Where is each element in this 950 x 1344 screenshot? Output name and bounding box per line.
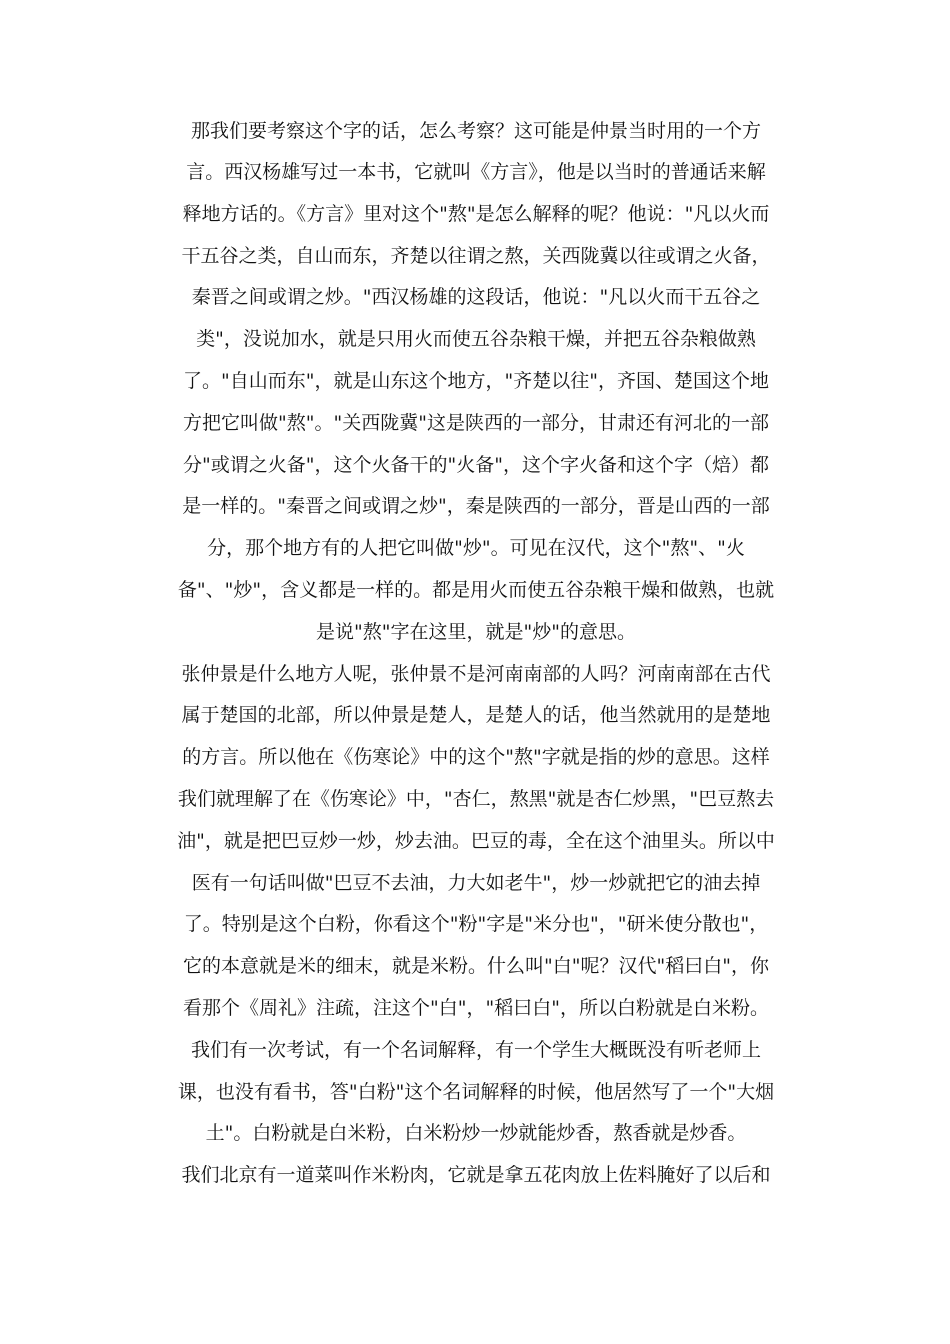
text-line: 医有一句话叫做"巴豆不去油，力大如老牛"，炒一炒就把它的油去掉 <box>191 871 761 894</box>
text-line: 分，那个地方有的人把它叫做"炒"。可见在汉代，这个"熬"、"火 <box>207 537 745 560</box>
text-line: 它的本意就是米的细末，就是米粉。什么叫"白"呢？汉代"稻曰白"，你 <box>183 955 769 978</box>
text-line: 我们北京有一道菜叫作米粉肉，它就是拿五花肉放上佐料腌好了以后和 <box>181 1164 771 1187</box>
text-line: 的方言。所以他在《伤寒论》中的这个"熬"字就是指的炒的意思。这样 <box>182 746 770 769</box>
text-line: 了。"自山而东"，就是山东这个地方，"齐楚以往"，齐国、楚国这个地 <box>183 369 769 392</box>
text-line: 了。特别是这个白粉，你看这个"粉"字是"米分也"，"研米使分散也"， <box>183 913 769 936</box>
text-line: 分"或谓之火备"，这个火备干的"火备"，这个字火备和这个字（焙）都 <box>183 453 769 476</box>
text-line: 类"，没说加水，就是只用火而使五谷杂粮干燥，并把五谷杂粮做熟 <box>196 328 756 351</box>
text-line: 油"，就是把巴豆炒一炒，炒去油。巴豆的毒，全在这个油里头。所以中 <box>177 829 775 852</box>
text-line: 秦晋之间或谓之炒。"西汉杨雄的这段话，他说："凡以火而干五谷之 <box>191 286 761 309</box>
text-line: 土"。白粉就是白米粉，白米粉炒一炒就能炒香，熬香就是炒香。 <box>205 1122 747 1145</box>
text-line: 看那个《周礼》注疏，注这个"白"，"稻曰白"，所以白粉就是白米粉。 <box>183 996 769 1019</box>
body-text <box>172 110 780 1197</box>
text-line: 是一样的。"秦晋之间或谓之炒"，秦是陕西的一部分，晋是山西的一部 <box>182 495 770 518</box>
text-line: 我们有一次考试，有一个名词解释，有一个学生大概既没有听老师上 <box>190 1038 761 1061</box>
text-line: 属于楚国的北部，所以仲景是楚人，是楚人的话，他当然就用的是楚地 <box>181 704 771 727</box>
text-line: 方把它叫做"熬"。"关西陇冀"这是陕西的一部分，甘肃还有河北的一部 <box>183 411 769 434</box>
text-line: 干五谷之类，自山而东，齐楚以往谓之熬，关西陇冀以往或谓之火备， <box>181 244 771 267</box>
text-line: 张仲景是什么地方人呢，张仲景不是河南南部的人吗？河南南部在古代 <box>181 662 771 685</box>
text-line: 我们就理解了在《伤寒论》中，"杏仁，熬黑"就是杏仁炒黑，"巴豆熬去 <box>177 787 775 810</box>
text-line: 言。西汉杨雄写过一本书，它就叫《方言》，他是以当时的普通话来解 <box>186 161 766 183</box>
text-line: 那我们要考察这个字的话，怎么考察？这可能是仲景当时用的一个方 <box>190 120 761 142</box>
text-line: 课，也没有看书，答"白粉"这个名词解释的时候，他居然写了一个"大烟 <box>177 1080 775 1103</box>
text-line: 是说"熬"字在这里，就是"炒"的意思。 <box>316 620 636 643</box>
text-line: 释地方话的。《方言》里对这个"熬"是怎么解释的呢？他说："凡以火而 <box>182 202 770 225</box>
text-line: 备"、"炒"，含义都是一样的。都是用火而使五谷杂粮干燥和做熟，也就 <box>177 578 775 601</box>
